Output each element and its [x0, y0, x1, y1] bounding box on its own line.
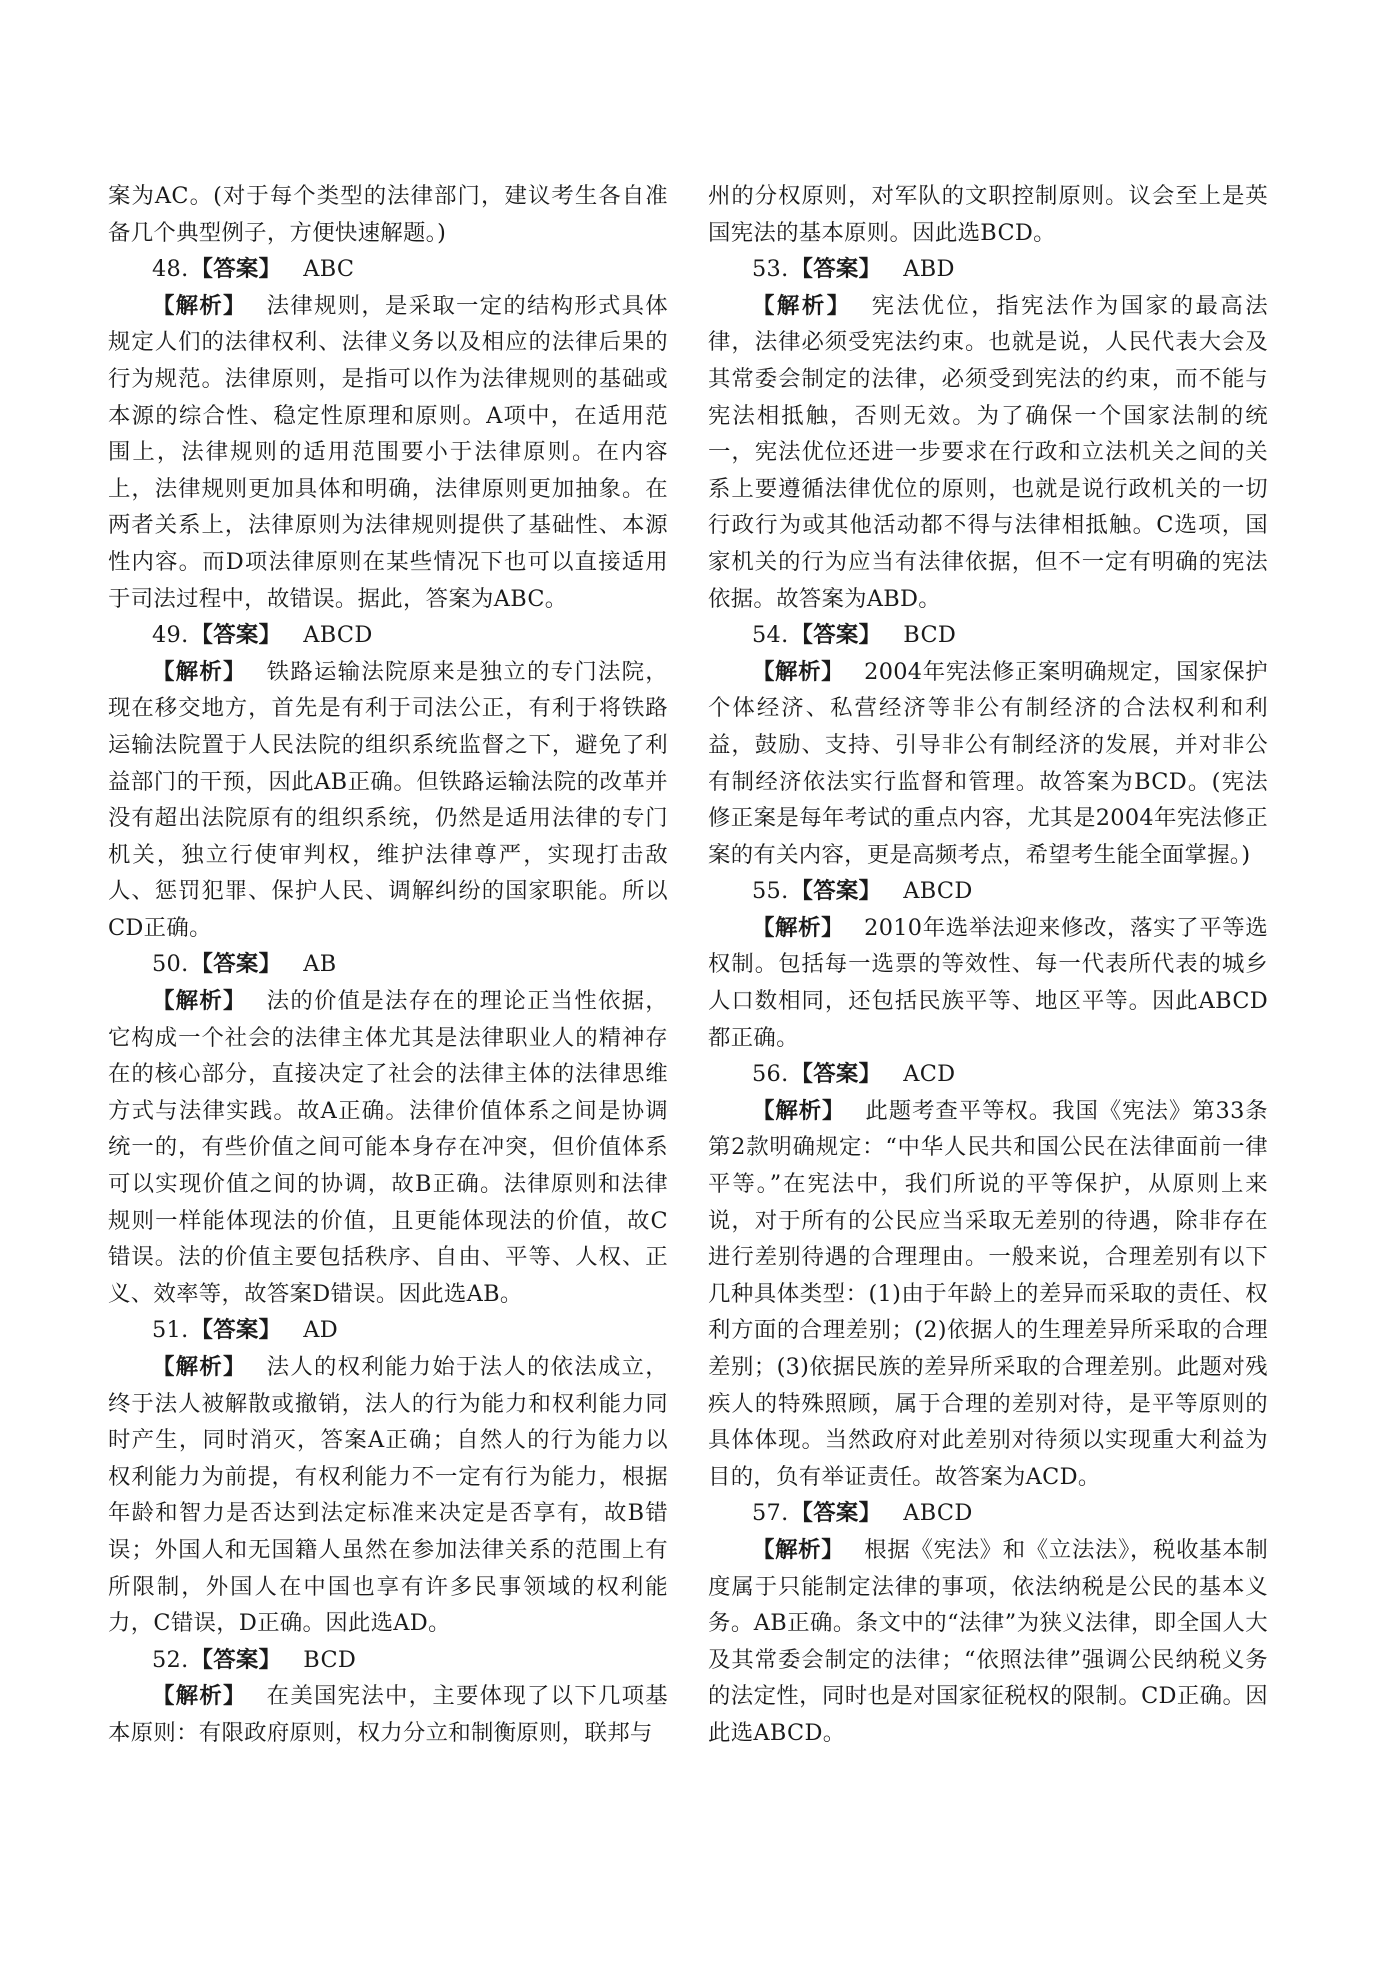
question-number: 55.	[752, 878, 789, 905]
answer-line-50	[108, 946, 668, 983]
explanation-52	[108, 1678, 668, 1751]
answer-line-56	[708, 1056, 1268, 1093]
explanation-text: 2010年选举法迎来修改，落实了平等选权制。包括每一选票的等效性、每一代表所代表的城乡人口数相同，还包括民族平等、地区平等。因此ABCD都正确。	[708, 914, 1268, 1051]
answer-label: 【答案】	[790, 878, 882, 905]
explanation-49	[108, 654, 668, 947]
answer-label: 【答案】	[790, 256, 882, 283]
answer-line-51	[108, 1312, 668, 1349]
explanation-text: 2004年宪法修正案明确规定，国家保护个体经济、私营经济等非公有制经济的合法权利和利益，鼓励、支持、引导非公有制经济的发展，并对非公有制经济依法实行监督和管理。故答案为BCD。(宪法修正案是每年考试的重点内容，尤其是2004年宪法修正案的有关内容，更是高频考点，希望考生能全面掌握。)	[708, 658, 1268, 868]
answer-value: ABCD	[903, 1500, 973, 1527]
explanation-label: 【解析】	[152, 1354, 247, 1380]
explanation-53	[708, 288, 1268, 617]
question-number: 50.	[152, 951, 189, 978]
answer-label: 【答案】	[190, 622, 282, 649]
explanation-label: 【解析】	[752, 292, 852, 319]
question-number: 48.	[152, 256, 189, 283]
explanation-text: 在美国宪法中，主要体现了以下几项基本原则：有限政府原则，权力分立和制衡原则，联邦与	[108, 1683, 668, 1746]
question-number: 57.	[752, 1500, 789, 1527]
answer-value: BCD	[303, 1646, 357, 1673]
answer-label: 【答案】	[790, 622, 882, 649]
explanation-50	[108, 983, 668, 1312]
right-intro-text: 州的分权原则，对军队的文职控制原则。议会至上是英国宪法的基本原则。因此选BCD。	[708, 183, 1268, 246]
left-intro-text: 案为AC。(对于每个类型的法律部门，建议考生各自准备几个典型例子，方便快速解题。)	[108, 183, 668, 246]
answer-value: ABD	[903, 256, 955, 283]
answer-value: ACD	[903, 1061, 956, 1088]
answer-label: 【答案】	[790, 1061, 882, 1088]
question-number: 53.	[752, 256, 789, 283]
explanation-label: 【解析】	[152, 292, 247, 319]
answer-label: 【答案】	[790, 1500, 882, 1527]
question-number: 52.	[152, 1646, 189, 1673]
left-column	[108, 178, 668, 1752]
answer-label: 【答案】	[190, 951, 282, 978]
answer-label: 【答案】	[190, 1646, 282, 1673]
answer-line-53	[708, 251, 1268, 288]
explanation-label: 【解析】	[152, 988, 247, 1015]
answer-line-52	[108, 1642, 668, 1679]
question-number: 54.	[752, 622, 789, 649]
explanation-label: 【解析】	[752, 914, 845, 941]
answer-value: BCD	[903, 622, 957, 649]
explanation-text: 法人的权利能力始于法人的依法成立，终于法人被解散或撤销，法人的行为能力和权利能力同时产生，同时消灭，答案A正确；自然人的行为能力以权利能力为前提，有权利能力不一定有行为能力，根据年龄和智力是否达到法定标准来决定是否享有，故B错误；外国人和无国籍人虽然在参加法律关系的范围上有所限制，外国人在中国也享有许多民事领域的权利能力，C错误，D正确。因此选AD。	[108, 1354, 668, 1637]
answer-line-54	[708, 617, 1268, 654]
explanation-text: 铁路运输法院原来是独立的专门法院，现在移交地方，首先是有利于司法公正，有利于将铁路运输法院置于人民法院的组织系统监督之下，避免了利益部门的干预，因此AB正确。但铁路运输法院的改革并没有超出法院原有的组织系统，仍然是适用法律的专门机关，独立行使审判权，维护法律尊严，实现打击敌人、惩罚犯罪、保护人民、调解纠纷的国家职能。所以CD正确。	[108, 658, 668, 941]
explanation-text: 法律规则，是采取一定的结构形式具体规定人们的法律权利、法律义务以及相应的法律后果的行为规范。法律原则，是指可以作为法律规则的基础或本源的综合性、稳定性原理和原则。A项中，在适用范围上，法律规则的适用范围要小于法律原则。在内容上，法律规则更加具体和明确，法律原则更加抽象。在两者关系上，法律原则为法律规则提供了基础性、本源性内容。而D项法律原则在某些情况下也可以直接适用于司法过程中，故错误。据此，答案为ABC。	[108, 292, 668, 612]
answer-label: 【答案】	[190, 256, 282, 283]
explanation-57	[708, 1532, 1268, 1752]
question-number: 56.	[752, 1061, 789, 1088]
answer-value: ABC	[303, 256, 355, 283]
question-number: 51.	[152, 1317, 189, 1344]
answer-value: AD	[303, 1317, 339, 1344]
answer-line-48	[108, 251, 668, 288]
explanation-label: 【解析】	[152, 1683, 247, 1710]
explanation-51	[108, 1349, 668, 1642]
explanation-text: 宪法优位，指宪法作为国家的最高法律，法律必须受宪法约束。也就是说，人民代表大会及其常委会制定的法律，必须受到宪法的约束，而不能与宪法相抵触，否则无效。为了确保一个国家法制的统一，宪法优位还进一步要求在行政和立法机关之间的关系上要遵循法律优位的原则，也就是说行政机关的一切行政行为或其他活动都不得与法律相抵触。C选项，国家机关的行为应当有法律依据，但不一定有明确的宪法依据。故答案为ABD。	[708, 292, 1268, 612]
explanation-text: 此题考查平等权。我国《宪法》第33条第2款明确规定：“中华人民共和国公民在法律面前一律平等。”在宪法中，我们所说的平等保护，从原则上来说，对于所有的公民应当采取无差别的待遇，除非存在进行差别待遇的合理理由。一般来说，合理差别有以下几种具体类型：(1)由于年龄上的差异而采取的责任、权利方面的合理差别；(2)依据人的生理差异所采取的合理差别；(3)依据民族的差异所采取的合理差别。此题对残疾人的特殊照顾，属于合理的差别对待，是平等原则的具体体现。当然政府对此差别对待须以实现重大利益为目的，负有举证责任。故答案为ACD。	[708, 1097, 1268, 1490]
explanation-48	[108, 288, 668, 617]
answer-value: ABCD	[903, 878, 973, 905]
answer-line-57	[708, 1495, 1268, 1532]
explanation-text: 根据《宪法》和《立法法》，税收基本制度属于只能制定法律的事项，依法纳税是公民的基本义务。AB正确。条文中的“法律”为狭义法律，即全国人大及其常委会制定的法律；“依照法律”强调公民纳税义务的法定性，同时也是对国家征税权的限制。CD正确。因此选ABCD。	[708, 1536, 1269, 1746]
answer-line-55	[708, 873, 1268, 910]
question-number: 49.	[152, 622, 189, 649]
explanation-label: 【解析】	[752, 1097, 846, 1124]
answer-value: AB	[303, 951, 337, 978]
explanation-54	[708, 654, 1268, 874]
right-column	[708, 178, 1268, 1752]
explanation-label: 【解析】	[752, 1536, 845, 1563]
explanation-56	[708, 1093, 1268, 1496]
explanation-label: 【解析】	[152, 658, 247, 685]
explanation-55	[708, 910, 1268, 1056]
answer-line-49	[108, 617, 668, 654]
explanation-text: 法的价值是法存在的理论正当性依据，它构成一个社会的法律主体尤其是法律职业人的精神存在的核心部分，直接决定了社会的法律主体的法律思维方式与法律实践。故A正确。法律价值体系之间是协调统一的，有些价值之间可能本身存在冲突，但价值体系可以实现价值之间的协调，故B正确。法律原则和法律规则一样能体现法的价值，且更能体现法的价值，故C错误。法的价值主要包括秩序、自由、平等、人权、正义、效率等，故答案D错误。因此选AB。	[108, 988, 668, 1307]
answer-value: ABCD	[303, 622, 373, 649]
explanation-label: 【解析】	[752, 658, 845, 685]
answer-label: 【答案】	[190, 1317, 282, 1344]
